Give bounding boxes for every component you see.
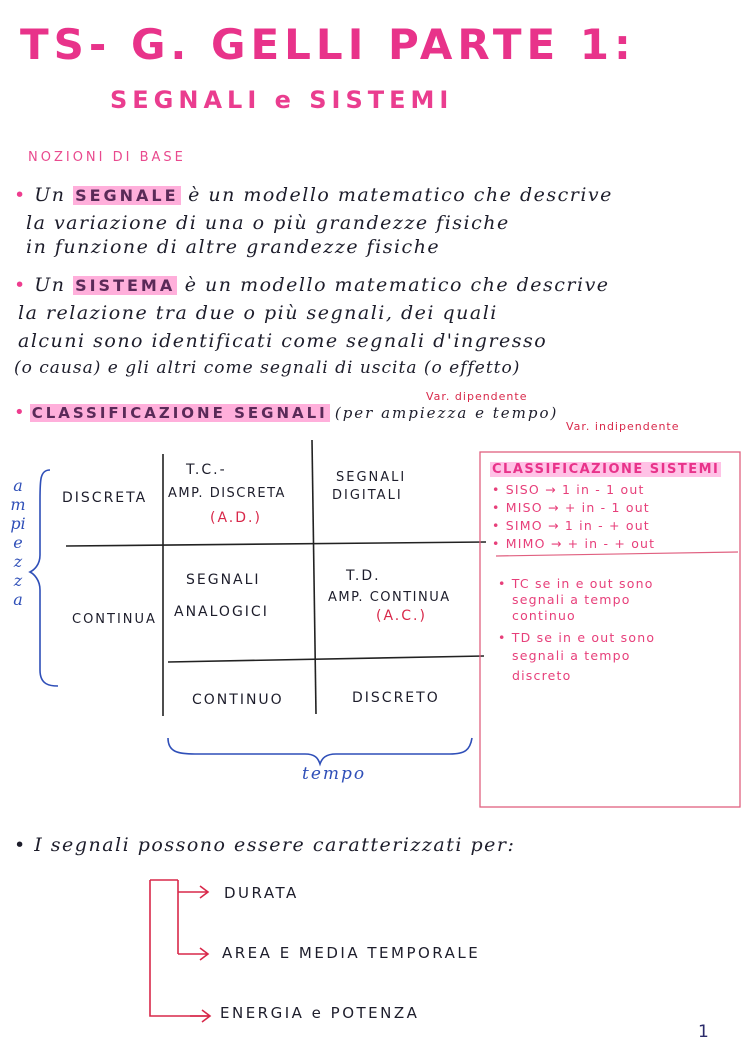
cell-digitali-2: DIGITALI [332,488,403,503]
systems-td-line-3: discreto [512,668,572,683]
arrow-icon [178,948,208,960]
feature-durata: DURATA [224,884,299,902]
systems-item-mimo: • MIMO → + in - + out [492,536,656,551]
arrow-icon [190,1010,210,1022]
system-definition-line-3: alcuni sono identificati come segnali d'ingresso [18,330,548,352]
systems-tc-line-1: • TC se in e out sono [498,576,654,591]
cell-analogici-2: ANALOGICI [174,604,269,620]
systems-box-divider [496,552,738,556]
system-term: SISTEMA [75,276,176,295]
bullet: • [14,184,27,206]
page-title: TS- G. GELLI PARTE 1: [20,20,636,69]
col-label-continuo: CONTINUO [192,692,284,708]
system-pre: Un [34,274,66,296]
note-dependent: Var. dipendente [426,390,528,403]
bullet: • [14,402,25,423]
cell-tc-ad-mid: AMP. DISCRETA [168,486,286,501]
features-intro [14,834,515,856]
signal-term: SEGNALE [75,186,179,205]
feature-energia-potenza: ENERGIA e POTENZA [220,1004,420,1022]
cell-td-ac-top: T.D. [346,568,381,584]
axis-label-time: tempo [302,764,367,784]
systems-item-siso: • SISO → 1 in - 1 out [492,482,645,497]
amplitude-brace [30,470,58,686]
note-independent: Var. indipendente [566,420,680,433]
systems-item-simo: • SIMO → 1 in - + out [492,518,650,533]
cell-td-ac-mid: AMP. CONTINUA [328,590,451,605]
row-label-continua: CONTINUA [72,612,157,627]
systems-tc-line-2: segnali a tempo [512,592,631,607]
systems-heading-label: CLASSIFICAZIONE SISTEMI [492,462,720,477]
features-intro-text: I segnali possono essere caratterizzati per: [34,834,516,856]
signal-text-1: è un modello matematico che descrive [188,184,613,206]
cell-tc-ad-code: (A.D.) [210,510,262,526]
systems-tc-text-1: TC se in e out sono [511,576,654,591]
page-number: 1 [698,1022,709,1042]
time-brace [168,738,472,764]
systems-item-simo-label: SIMO → 1 in - + out [505,518,650,533]
grid-horizontal-1 [66,542,486,546]
system-definition-line-4: (o causa) e gli altri come segnali di uscita (o effetto) [14,358,521,378]
classification-note: (per ampiezza e tempo) [334,404,559,422]
bullet: • [14,274,27,296]
section-heading-basics-label: NOZIONI DI BASE [28,150,186,165]
systems-item-mimo-label: MIMO → + in - + out [505,536,656,551]
systems-item-miso: • MISO → + in - 1 out [492,500,650,515]
classification-heading: CLASSIFICAZIONE SEGNALI [31,404,328,422]
bullet: • [14,834,27,856]
systems-item-siso-label: SISO → 1 in - 1 out [505,482,645,497]
axis-label-amplitude: ampiezza [10,476,26,609]
grid-horizontal-2 [168,656,484,662]
system-text-1: è un modello matematico che descrive [184,274,610,296]
row-label-discreta: DISCRETA [62,490,148,506]
cell-td-ac-code: (A.C.) [376,608,427,624]
grid-vertical-2 [312,440,316,714]
cell-analogici-1: SEGNALI [186,572,261,588]
cell-digitali-1: SEGNALI [336,470,407,485]
page-subtitle: SEGNALI e SISTEMI [110,86,454,114]
systems-tc-line-3: continuo [512,608,576,623]
signal-definition-line-3: in funzione di altre grandezze fisiche [26,236,441,258]
signal-pre: Un [34,184,66,206]
systems-item-miso-label: MISO → + in - 1 out [505,500,650,515]
systems-td-line-2: segnali a tempo [512,648,631,663]
system-definition-line-2: la relazione tra due o più segnali, dei quali [18,302,498,324]
feature-area-media: AREA E MEDIA TEMPORALE [222,944,481,962]
cell-tc-ad-top: T.C.- [186,462,227,478]
systems-box-heading [490,458,721,477]
systems-td-line-1: • TD se in e out sono [498,630,656,645]
col-label-discreto: DISCRETO [352,690,440,706]
signal-definition-line-2: la variazione di una o più grandezze fisiche [26,212,510,234]
systems-td-text-1: TD se in e out sono [511,630,656,645]
arrow-icon [178,886,208,898]
